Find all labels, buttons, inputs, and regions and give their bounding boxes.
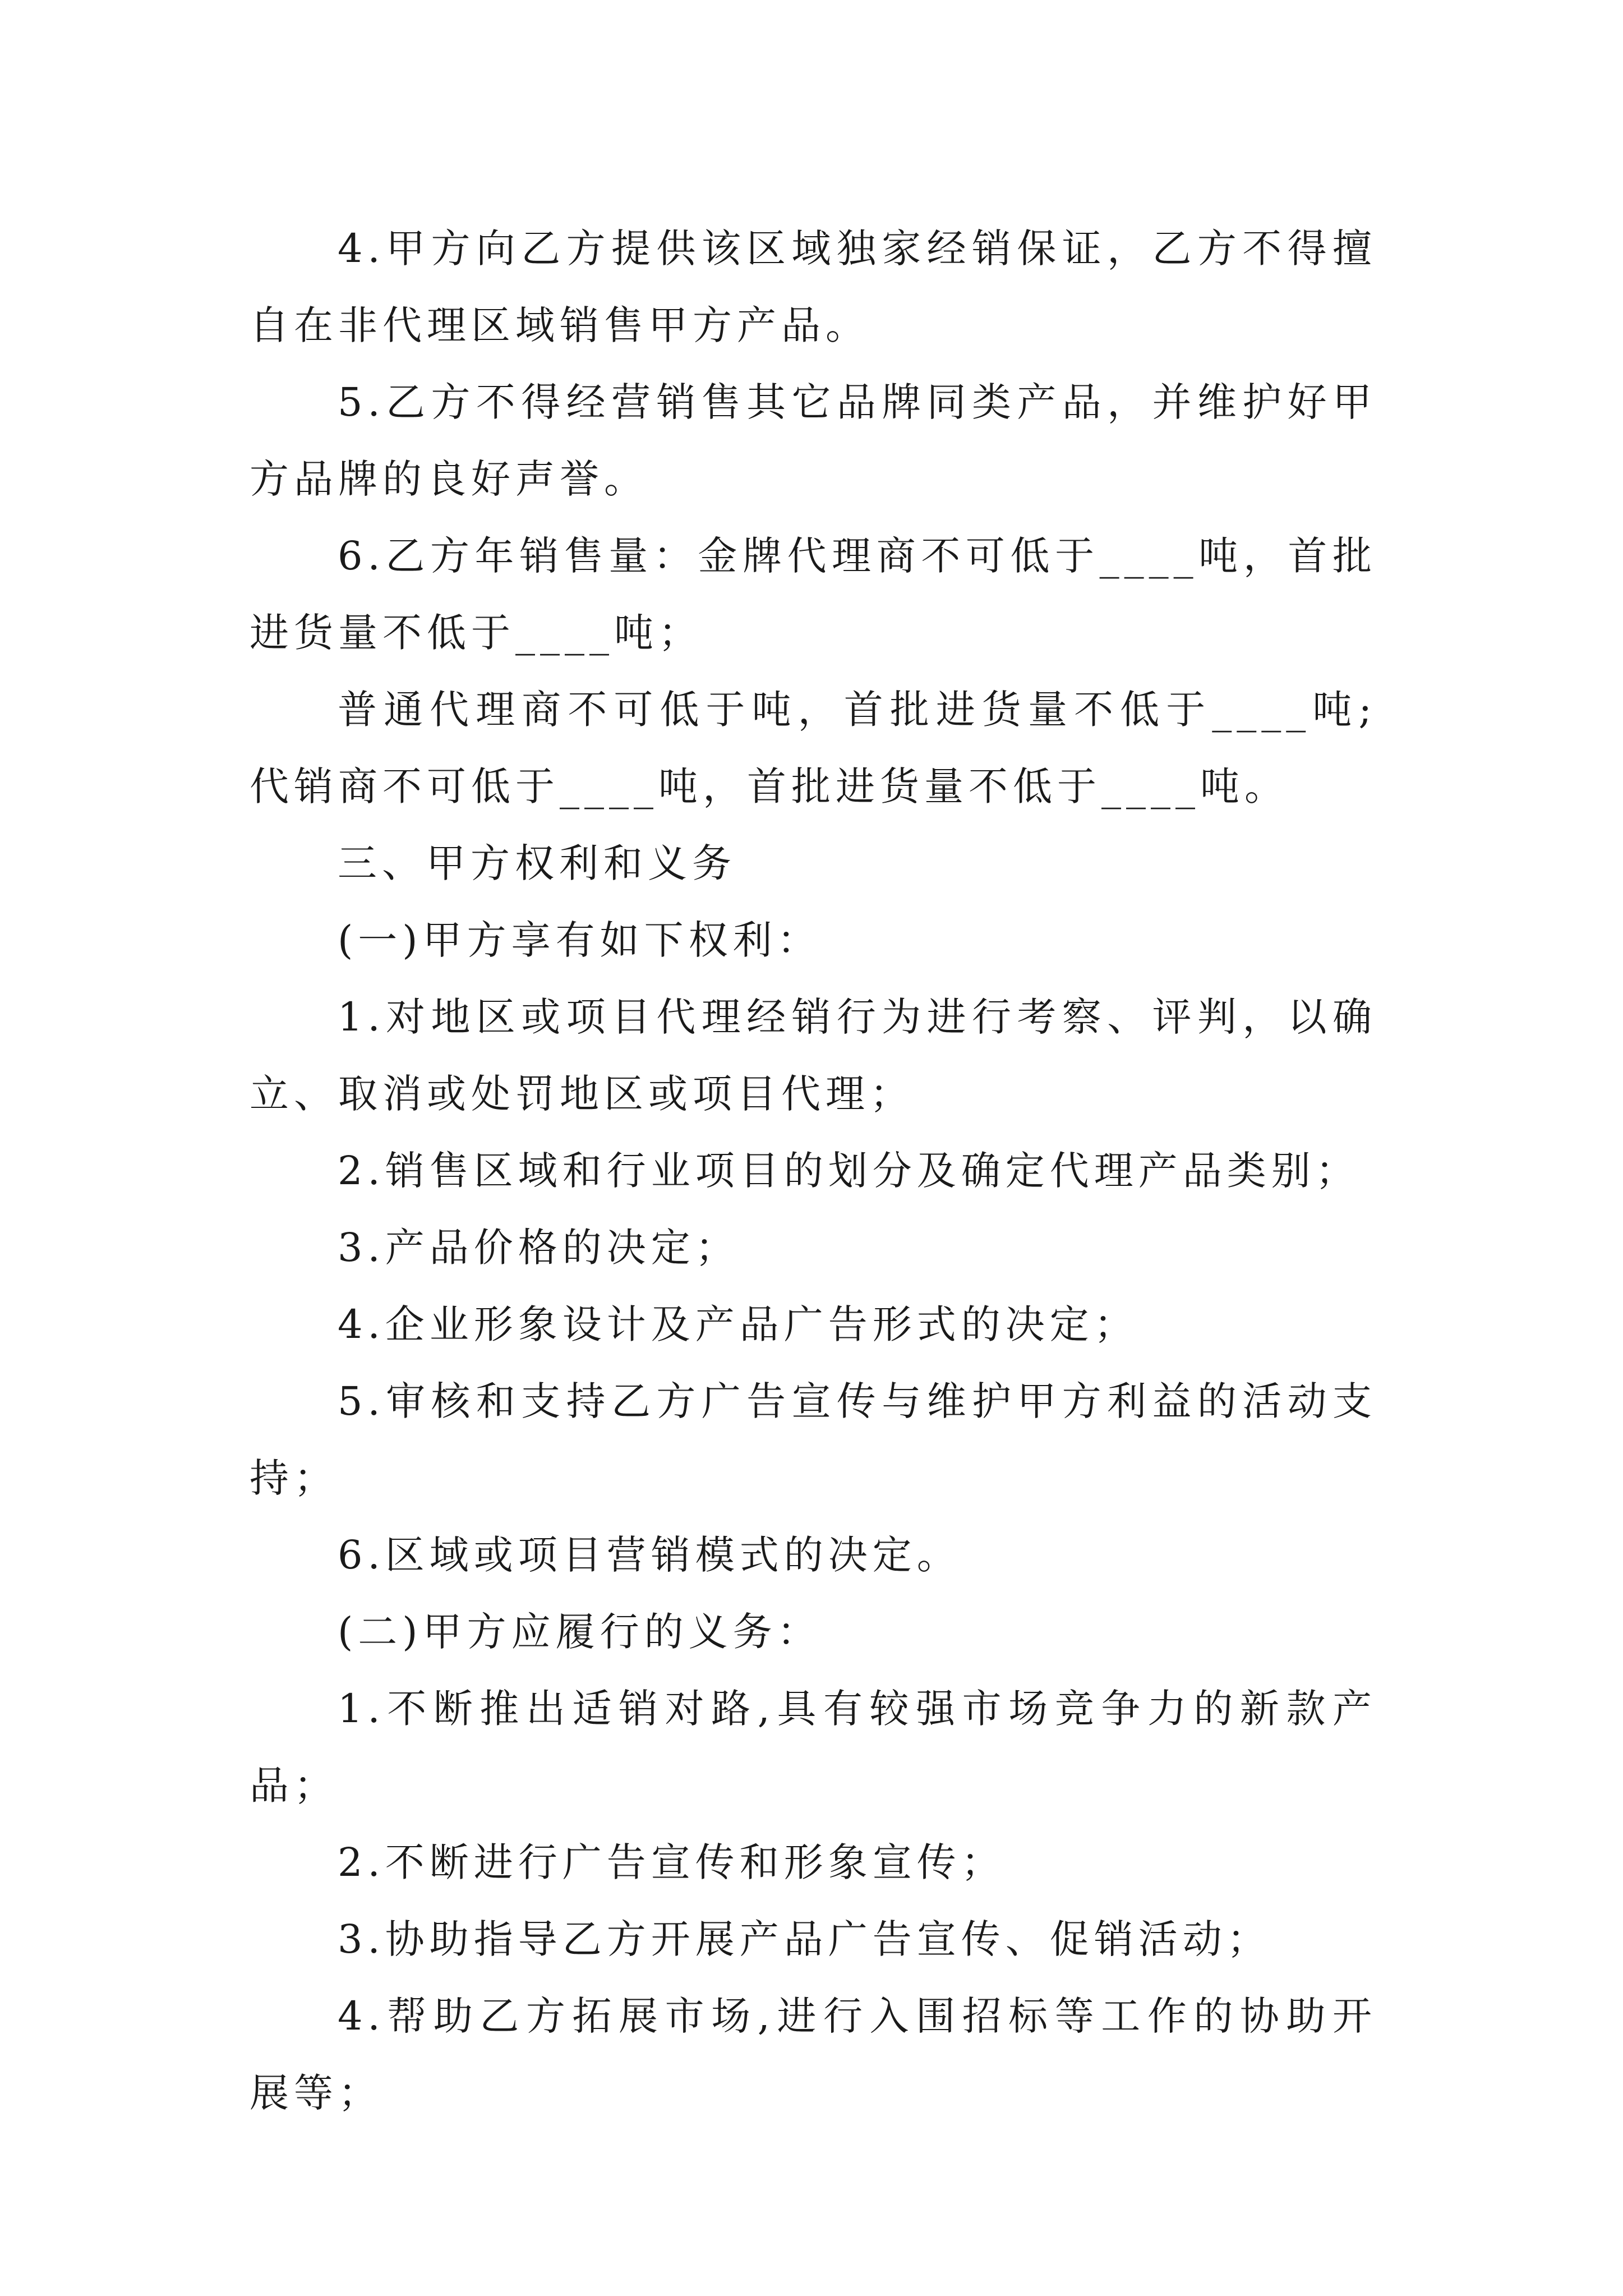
- paragraph: 6.乙方年销售量：金牌代理商不可低于____吨，首批进货量不低于____吨；: [250, 533, 1377, 656]
- subsection-heading: (一)甲方享有如下权利：: [338, 917, 822, 963]
- paragraph: 1.不断推出适销对路,具有较强市场竞争力的新款产品；: [250, 1686, 1377, 1809]
- paragraph: 4.甲方向乙方提供该区域独家经销保证，乙方不得擅自在非代理区域销售甲方产品。: [250, 226, 1377, 348]
- paragraph: 4.企业形象设计及产品广告形式的决定；: [338, 1301, 1138, 1347]
- paragraph: 5.审核和支持乙方广告宣传与维护甲方利益的活动支持；: [250, 1378, 1377, 1501]
- paragraph: 2.销售区域和行业项目的划分及确定代理产品类别；: [338, 1148, 1360, 1194]
- paragraph: 普通代理商不可低于吨，首批进货量不低于____吨;代销商不可低于____吨，首批进货量不低于____吨。: [250, 687, 1377, 809]
- paragraph: 3.产品价格的决定；: [338, 1225, 740, 1271]
- paragraph: 2.不断进行广告宣传和形象宣传；: [338, 1839, 1006, 1885]
- paragraph: 5.乙方不得经营销售其它品牌同类产品，并维护好甲方品牌的良好声誉。: [250, 379, 1377, 502]
- paragraph: 1.对地区或项目代理经销行为进行考察、评判，以确立、取消或处罚地区或项目代理；: [250, 994, 1377, 1117]
- paragraph: 4.帮助乙方拓展市场,进行入围招标等工作的协助开展等；: [250, 1993, 1377, 2116]
- subsection-heading: (二)甲方应履行的义务：: [338, 1609, 822, 1655]
- document-body: [250, 210, 1377, 2132]
- section-heading: 三、甲方权利和义务: [338, 840, 736, 886]
- paragraph: 6.区域或项目营销模式的决定。: [338, 1532, 961, 1578]
- paragraph: 3.协助指导乙方开展产品广告宣传、促销活动；: [338, 1916, 1271, 1962]
